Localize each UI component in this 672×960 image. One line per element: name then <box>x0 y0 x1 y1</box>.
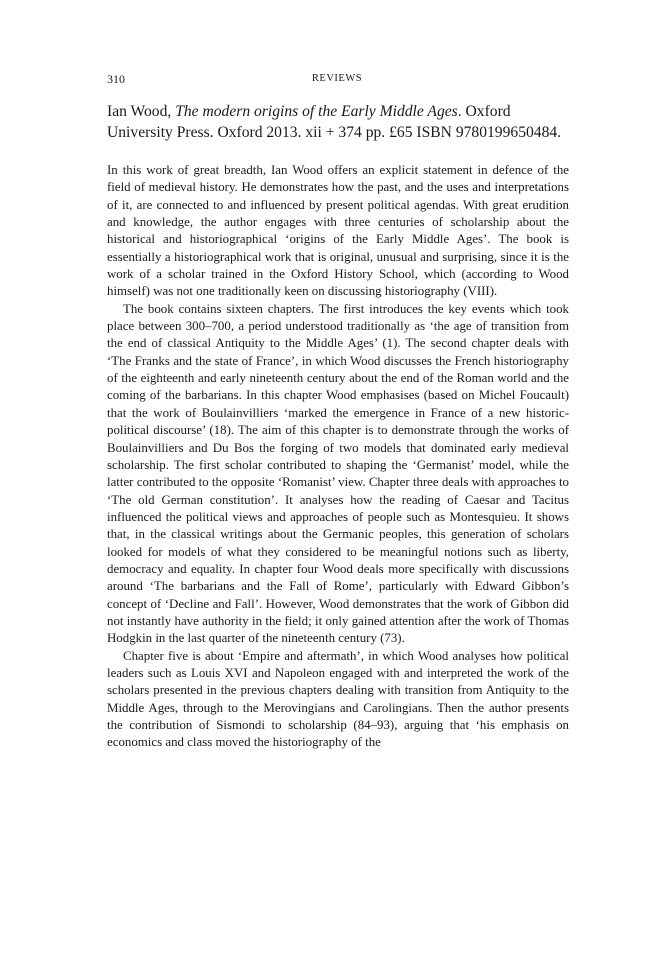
page-number: 310 <box>107 72 125 86</box>
paragraph-3: Chapter five is about ‘Empire and aftermath’, in which Wood analyses how political leaders such as Louis XVI and Napoleon engaged with and interpreted the work of the scholars presented in the previous chapters dealing with transition from Antiquity to the Middle Ages, through to the Merovingians and Carolingians. Then the author presents the contribution of Sismondi to scholarship (84–93), arguing that ‘his emphasis on economics and class moved the historiography of the <box>107 648 569 750</box>
publication-details: . Oxford University Press. Oxford 2013. xii + 374 pp. £65 ISBN 9780199650484. <box>107 103 562 141</box>
running-head <box>107 70 567 88</box>
paragraph-1: In this work of great breadth, Ian Wood offers an explicit statement in defence of the field of medieval history. He demonstrates how the past, and the uses and interpretations of it, are connected to and influenced by present political agendas. With great erudition and knowledge, the author engages with three centuries of scholarship about the historical and historiographical ‘origins of the Early Middle Ages’. The book is essentially a historiographical work that is original, unusual and surprising, since it is the work of a scholar trained in the Oxford History School, which (according to Wood himself) was not one traditionally keen on discussing historiography (VIII). <box>107 163 569 299</box>
paragraph-2: The book contains sixteen chapters. The first introduces the key events which took place between 300–700, a period understood traditionally as ‘the age of transition from the end of classical Antiquity to the Middle Ages’ (1). The second chapter deals with ‘The Franks and the state of France’, in which Wood discusses the French historiography of the eighteenth and early nineteenth century about the end of the Roman world and the coming of the barbarians. In this chapter Wood emphasises (based on Michel Foucault) that the work of Boulainvilliers ‘marked the emergence in France of a new historic-political discourse’ (18). The aim of this chapter is to demonstrate through the works of Boulainvilliers and Du Bos the forging of two models that dominated early medieval scholarship. The first scholar contributed to shaping the ‘Germanist’ model, while the latter contributed to the opposite ‘Romanist’ view. Chapter three deals with approaches to ‘The old German constitution’. It analyses how the reading of Caesar and Tacitus influenced the political views and approaches of people such as Montesquieu. It shows that, in the classical writings about the Germanic peoples, this generation of scholars looked for models of what they considered to be meaningful notions such as liberty, democracy and equality. In chapter four Wood deals more specifically with discussions around ‘The barbarians and the Fall of Rome’, particularly with Edward Gibbon’s concept of ‘Decline and Fall’. However, Wood demonstrates that the work of Gibbon did not instantly have authority in the field; it only gained attention after the work of Thomas Hodgkin in the last quarter of the nineteenth century (73). <box>107 301 569 646</box>
section-title: REVIEWS <box>311 73 363 84</box>
review-body <box>107 162 569 752</box>
review-author: Ian Wood, <box>107 103 176 120</box>
review-citation <box>107 101 569 143</box>
book-title: The modern origins of the Early Middle Ages <box>175 103 458 120</box>
